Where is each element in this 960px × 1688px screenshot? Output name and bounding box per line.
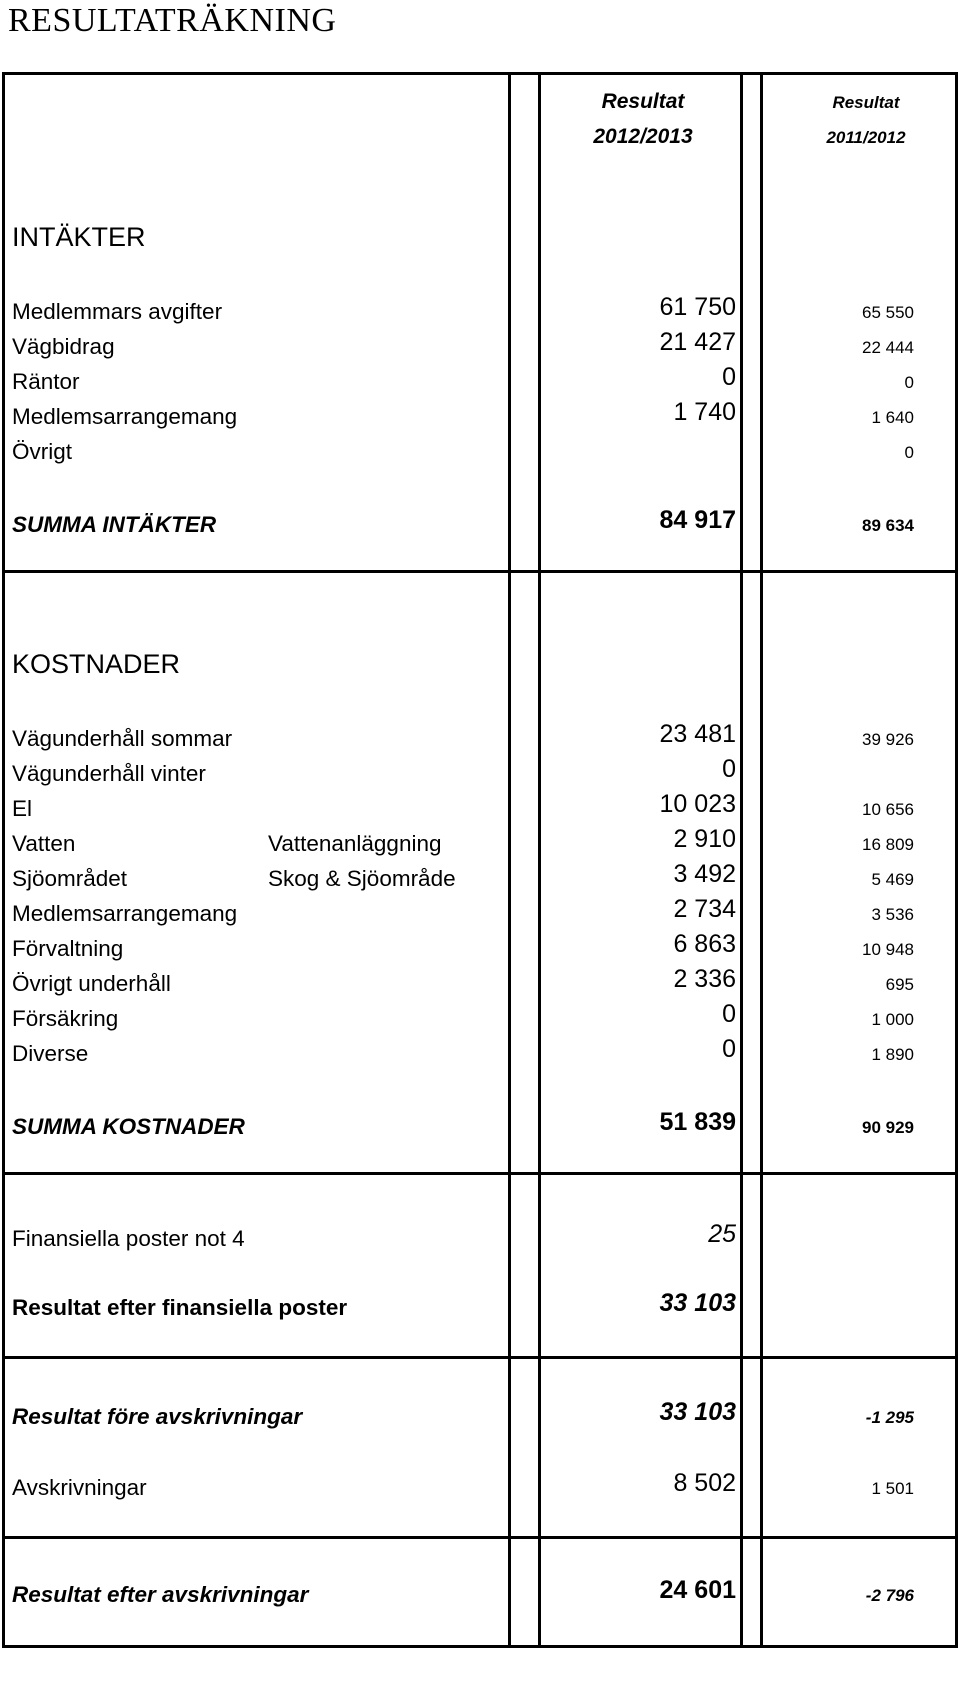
kostnader-row-value-2011: 10 948 (862, 940, 914, 959)
intakter-heading: INTÄKTER (12, 222, 146, 252)
kostnader-row-value-2011: 1 890 (871, 1045, 914, 1064)
kostnader-row-value-2012: 10 023 (659, 790, 736, 818)
intakter-row-label: Övrigt (12, 439, 73, 464)
finansiella-poster-value-2012: 25 (708, 1220, 736, 1248)
intakter-row-value-2011: 1 640 (871, 408, 914, 427)
kostnader-row-label: Vägunderhåll sommar (12, 726, 233, 751)
kostnader-row-value-2011: 10 656 (862, 800, 914, 819)
table-right-border (955, 72, 958, 1648)
kostnader-row-value-2012: 2 336 (673, 965, 736, 993)
intakter-row-value-2012: 1 740 (673, 398, 736, 426)
intakter-row-value-2011: 22 444 (862, 338, 914, 357)
kostnader-row-label: Förvaltning (12, 936, 124, 961)
intakter-row-value-2011: 0 (904, 373, 914, 392)
kostnader-row-value-2011: 1 000 (871, 1010, 914, 1029)
kostnader-row-value-2012: 0 (722, 1035, 736, 1063)
intakter-row-label: Medlemmars avgifter (12, 299, 223, 324)
finansiella-poster-label: Finansiella poster not 4 (12, 1226, 245, 1251)
kostnader-row-label: Sjöområdet (12, 866, 128, 891)
resultat-fore-avskrivningar-value-2012: 33 103 (659, 1398, 736, 1426)
kostnader-row-value-2011: 3 536 (871, 905, 914, 924)
resultat-efter-avskrivningar-value-2011: -2 796 (865, 1586, 914, 1605)
avskrivningar-value-2012: 8 502 (673, 1469, 736, 1497)
table-top-border (2, 72, 958, 75)
table-bottom-border (2, 1645, 958, 1648)
kostnader-row-value-2012: 6 863 (673, 930, 736, 958)
resultat-fore-avskrivningar-value-2011: -1 295 (865, 1408, 914, 1427)
kostnader-row-sublabel: Vattenanläggning (268, 831, 442, 856)
intakter-row-label: Vägbidrag (12, 334, 115, 359)
column-divider-2 (538, 72, 541, 1648)
divider-finans-avskr (2, 1356, 958, 1359)
kostnader-row-label: Försäkring (12, 1006, 119, 1031)
kostnader-row-value-2011: 16 809 (862, 835, 914, 854)
column-divider-4 (760, 72, 763, 1648)
divider-avskr-efter (2, 1536, 958, 1539)
resultat-efter-avskrivningar-value-2012: 24 601 (659, 1576, 736, 1604)
col2-header-line1: Resultat (832, 93, 900, 112)
kostnader-row-value-2011: 39 926 (862, 730, 914, 749)
kostnader-row-label: Övrigt underhåll (12, 971, 171, 996)
intakter-row-value-2011: 0 (904, 443, 914, 462)
summa-kostnader-label: SUMMA KOSTNADER (12, 1114, 245, 1139)
kostnader-row-label: Medlemsarrangemang (12, 901, 238, 926)
kostnader-row-label: Vägunderhåll vinter (12, 761, 206, 786)
col1-header-line2: 2012/2013 (593, 125, 693, 148)
intakter-row-value-2011: 65 550 (862, 303, 914, 322)
kostnader-row-sublabel: Skog & Sjöområde (268, 866, 456, 891)
summa-intakter-value-2011: 89 634 (862, 516, 914, 535)
kostnader-row-value-2011: 695 (885, 975, 914, 994)
divider-kostnader-finans (2, 1172, 958, 1175)
kostnader-row-label: El (12, 796, 33, 821)
col2-header-line2: 2011/2012 (826, 128, 906, 147)
kostnader-row-label: Diverse (12, 1041, 89, 1066)
page-title: RESULTATRÄKNING (8, 2, 337, 39)
kostnader-row-value-2012: 2 734 (673, 895, 736, 923)
summa-intakter-label: SUMMA INTÄKTER (12, 512, 217, 537)
intakter-row-value-2012: 61 750 (659, 293, 736, 321)
kostnader-row-value-2012: 0 (722, 755, 736, 783)
kostnader-heading: KOSTNADER (12, 649, 181, 679)
intakter-row-label: Räntor (12, 369, 80, 394)
kostnader-row-value-2011: 5 469 (871, 870, 914, 889)
summa-kostnader-value-2011: 90 929 (862, 1118, 914, 1137)
table-left-border (2, 72, 5, 1648)
kostnader-row-value-2012: 2 910 (673, 825, 736, 853)
kostnader-row-value-2012: 3 492 (673, 860, 736, 888)
resultat-efter-finansiella-label: Resultat efter finansiella poster (12, 1295, 348, 1320)
summa-kostnader-value-2012: 51 839 (659, 1108, 736, 1136)
kostnader-row-value-2012: 23 481 (659, 720, 736, 748)
divider-intakter-kostnader (2, 570, 958, 573)
resultat-efter-avskrivningar-label: Resultat efter avskrivningar (12, 1582, 309, 1607)
summa-intakter-value-2012: 84 917 (659, 506, 736, 534)
kostnader-row-value-2012: 0 (722, 1000, 736, 1028)
avskrivningar-label: Avskrivningar (12, 1475, 147, 1500)
col1-header-line1: Resultat (601, 90, 685, 113)
intakter-row-value-2012: 0 (722, 363, 736, 391)
intakter-row-label: Medlemsarrangemang (12, 404, 238, 429)
avskrivningar-value-2011: 1 501 (871, 1479, 914, 1498)
resultat-efter-finansiella-value-2012: 33 103 (659, 1289, 736, 1317)
intakter-row-value-2012: 21 427 (659, 328, 736, 356)
column-divider-1 (508, 72, 511, 1648)
kostnader-row-label: Vatten (12, 831, 76, 856)
column-divider-3 (740, 72, 743, 1648)
resultat-fore-avskrivningar-label: Resultat före avskrivningar (12, 1404, 303, 1429)
